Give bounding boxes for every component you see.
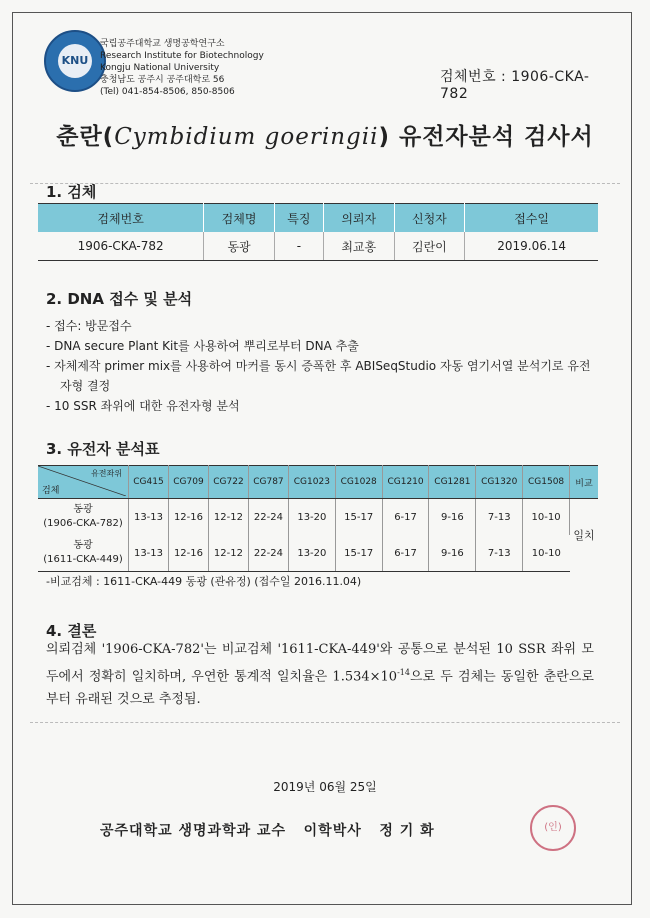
university-name-en: Kongju National University <box>100 63 220 73</box>
genotype-cell: 15-17 <box>335 535 382 572</box>
genotype-cell: 13-20 <box>288 499 335 536</box>
institute-address: 충청남도 공주시 공주대학로 56 <box>100 75 225 85</box>
genotype-cell: 7-13 <box>476 499 523 536</box>
university-seal-logo <box>44 30 106 92</box>
table-cell: 동광 <box>204 232 275 261</box>
comparison-result: 일치 <box>573 529 595 543</box>
locus-header: CG1320 <box>476 466 523 499</box>
conclusion-text <box>46 638 594 711</box>
genotype-cell: 9-16 <box>429 499 476 536</box>
table-cell: 최교홍 <box>323 232 394 261</box>
document-number: 검체번호 : 1906-CKA-782 <box>440 69 590 102</box>
table-header-row <box>38 204 598 233</box>
table-cell: 김란이 <box>394 232 465 261</box>
table-header-row <box>38 466 598 499</box>
table-cell: 2019.06.14 <box>465 232 598 261</box>
section3-heading: 3. 유전자 분석표 <box>46 440 160 458</box>
sample-name: 동광 <box>73 504 93 515</box>
corner-header <box>38 466 129 499</box>
institute-name-en: Research Institute for Biotechnology <box>100 51 264 61</box>
genotype-cell: 6-17 <box>382 499 429 536</box>
divider <box>30 183 620 185</box>
specimen-table <box>38 203 598 261</box>
genotype-cell: 6-17 <box>382 535 429 572</box>
official-seal: (인) <box>530 805 576 851</box>
locus-header: CG1023 <box>288 466 335 499</box>
section1-heading: 1. 검체 <box>46 183 97 201</box>
institute-phone: (Tel) 041-854-8506, 850-8506 <box>100 87 235 97</box>
sample-id: (1906-CKA-782) <box>43 518 123 529</box>
sample-name: 동광 <box>73 540 93 551</box>
title-prefix: 춘란( <box>56 124 115 150</box>
list-item: - DNA secure Plant Kit를 사용하여 뿌리로부터 DNA 추출 <box>46 339 359 353</box>
table-header: 특징 <box>274 204 323 233</box>
genotype-cell: 10-10 <box>523 499 570 536</box>
genotype-cell: 13-13 <box>129 499 169 536</box>
analysis-method-list <box>46 316 596 416</box>
comparison-specimen-note: -비교검체 : 1611-CKA-449 동광 (관유정) (접수일 2016.11.04) <box>46 575 362 588</box>
corner-label-specimen: 검체 <box>42 486 60 496</box>
genotype-cell: 15-17 <box>335 499 382 536</box>
table-row <box>38 232 598 261</box>
document-title <box>0 118 650 151</box>
list-item: - 자체제작 primer mix를 사용하여 마커를 동시 증폭한 후 ABISeqStudio 자동 염기서열 분석기로 유전자형 결정 <box>46 359 591 393</box>
table-row <box>38 499 598 536</box>
sample-cell <box>38 535 129 572</box>
logo-text: KNU <box>58 44 92 78</box>
locus-header: CG1028 <box>335 466 382 499</box>
locus-header: CG1508 <box>523 466 570 499</box>
genotype-cell: 9-16 <box>429 535 476 572</box>
table-header: 검체명 <box>204 204 275 233</box>
locus-header: CG722 <box>208 466 248 499</box>
genotype-cell: 13-20 <box>288 535 335 572</box>
genotype-cell: 22-24 <box>248 499 288 536</box>
locus-header: CG1210 <box>382 466 429 499</box>
compare-header: 비교 <box>570 466 599 499</box>
institute-info <box>100 38 264 98</box>
genotype-cell: 12-16 <box>168 499 208 536</box>
locus-header: CG709 <box>168 466 208 499</box>
list-item: - 접수: 방문접수 <box>46 319 132 333</box>
genotype-cell: 12-16 <box>168 535 208 572</box>
title-scientific-name: Cymbidium goeringii <box>114 124 379 150</box>
locus-header: CG415 <box>129 466 169 499</box>
locus-header: CG787 <box>248 466 288 499</box>
institute-name-ko: 국립공주대학교 생명공학연구소 <box>100 39 225 49</box>
genotype-cell: 7-13 <box>476 535 523 572</box>
list-item: - 10 SSR 좌위에 대한 유전자형 분석 <box>46 399 240 413</box>
conclusion-exponent: -14 <box>397 668 410 677</box>
sample-id: (1611-CKA-449) <box>43 554 123 565</box>
letterhead <box>44 30 604 100</box>
table-header: 신청자 <box>394 204 465 233</box>
signature-line: 공주대학교 생명과학과 교수 이학박사 정 기 화 <box>100 823 435 839</box>
sample-cell <box>38 499 129 536</box>
table-row <box>38 535 598 572</box>
genotype-cell: 10-10 <box>523 535 570 572</box>
section2-heading: 2. DNA 접수 및 분석 <box>46 290 193 308</box>
conclusion-part1: 의뢰검체 '1906-CKA-782'는 비교검체 '1611-CKA-449'와 공통으로 분석된 10 SSR 좌위 모두에서 정확히 일치하며, 우연한 통계적 일치율은 1.534×10 <box>46 642 594 685</box>
table-header: 의뢰자 <box>323 204 394 233</box>
table-cell: - <box>274 232 323 261</box>
divider <box>30 722 620 724</box>
issue-date: 2019년 06월 25일 <box>273 780 377 794</box>
genotype-table <box>38 465 598 572</box>
title-suffix: ) 유전자분석 검사서 <box>378 124 594 150</box>
genotype-cell: 12-12 <box>208 499 248 536</box>
table-cell: 1906-CKA-782 <box>38 232 204 261</box>
genotype-cell: 12-12 <box>208 535 248 572</box>
table-header: 접수일 <box>465 204 598 233</box>
corner-label-locus: 유전좌위 <box>91 469 122 478</box>
section4-heading: 4. 결론 <box>46 622 97 640</box>
table-header: 검체번호 <box>38 204 204 233</box>
conclusion-part2: 으로 두 검체는 동일한 춘란으로부터 유래된 것으로 추정됨. <box>46 669 594 708</box>
genotype-cell: 13-13 <box>129 535 169 572</box>
genotype-cell: 22-24 <box>248 535 288 572</box>
locus-header: CG1281 <box>429 466 476 499</box>
